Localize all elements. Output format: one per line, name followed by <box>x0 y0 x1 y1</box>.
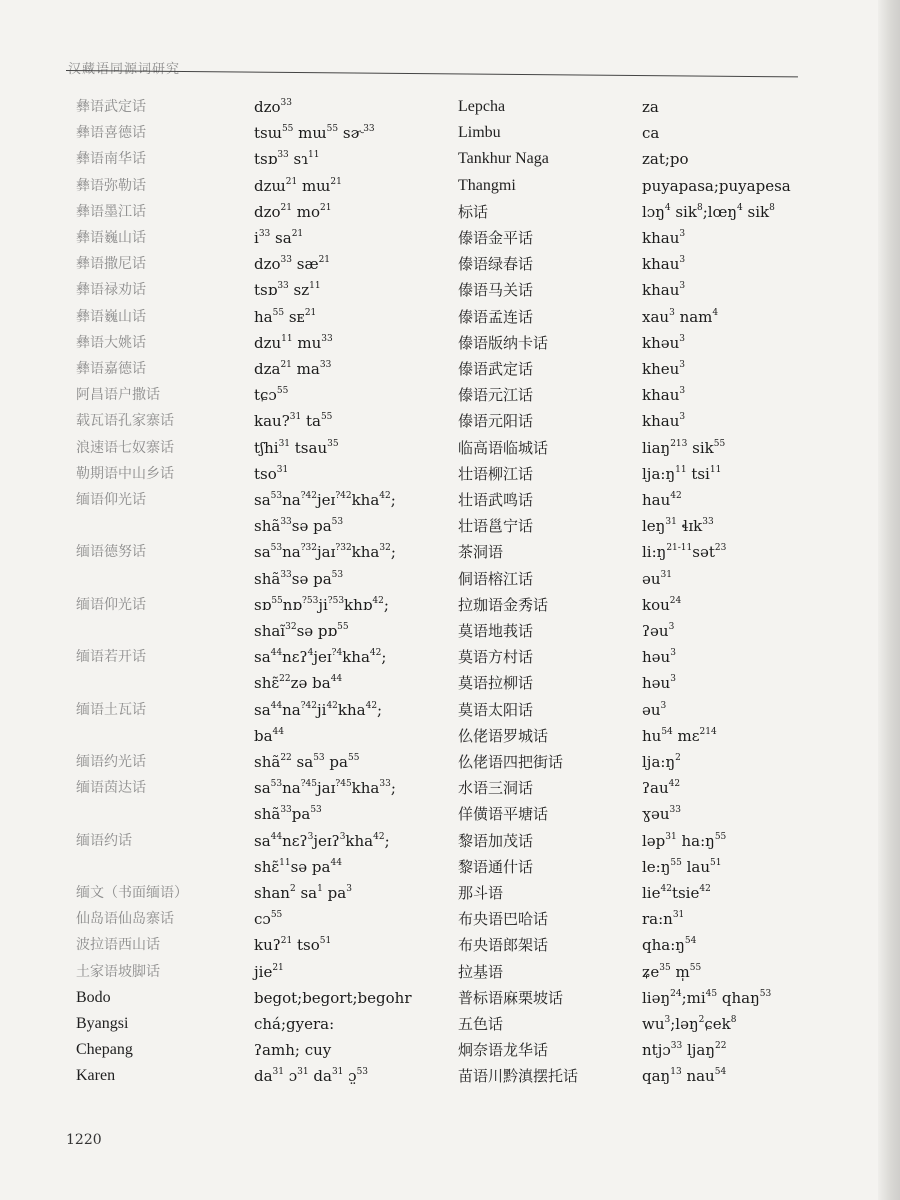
dialect-name-right: 仫佬语罗城话 <box>458 726 549 745</box>
table-row <box>0 568 820 594</box>
form: $sɒ^{55}nɒ^{?53}ji^{?53}khɒ^{42}$; <box>254 595 389 614</box>
table-row <box>0 1065 820 1091</box>
form-right: xau$^3$ nam$^4$ <box>642 307 719 326</box>
form-right: khau$^3$ <box>642 255 686 274</box>
form: dzo$^{21}$ $mo^{21}$ <box>254 202 332 221</box>
form-right: $lja:ŋ^{11}$ tsi$^{11}$ <box>642 464 722 483</box>
table-row <box>0 961 820 987</box>
dialect-name-right: Lepcha <box>458 98 506 115</box>
dialect-name: 缅语约光话 <box>76 754 146 770</box>
table-row <box>0 384 820 410</box>
form: chá;gyera: <box>254 1015 335 1033</box>
dialect-name-right: 布央语郎架话 <box>458 936 549 955</box>
form-right: khau$^3$ <box>642 281 686 300</box>
dialect-name: 缅语土瓦话 <box>76 701 146 718</box>
form: $ha^{55}$ sᴇ$^{21}$ <box>254 307 317 326</box>
table-row <box>0 515 820 541</box>
form: dzo$^{33}$ $sæ^{21}$ <box>254 255 331 274</box>
form-right: kheu$^3$ <box>642 360 686 378</box>
form-right: khau$^3$ <box>642 386 686 405</box>
dialect-name-right: 普标语麻栗坡话 <box>458 988 564 1007</box>
form-right: puyapasa;puyapesa <box>642 176 791 195</box>
dialect-name: 彝语撒尼话 <box>76 256 146 273</box>
table-row <box>0 201 820 227</box>
form: dza$^{21}$ $ma^{33}$ <box>254 360 332 378</box>
form-right: ca <box>642 124 660 143</box>
form: kau?$^{31}$ $ta^{55}$ <box>254 412 333 431</box>
dialect-name-right: 傣语绿春话 <box>458 255 534 274</box>
form-right: $liəŋ^{24};mi^{45}$ qhaŋ$^{53}$ <box>642 988 772 1007</box>
form-right: ʑe$^{35}$ m̩$^{55}$ <box>642 962 702 981</box>
dialect-name-right: 莫语太阳话 <box>458 700 534 719</box>
form: $sa^{53}na^{?32}jaɪ^{?32}kha^{32}$; <box>254 543 396 562</box>
form: $sa^{44}na^{?42}ji^{42}kha^{42}$; <box>254 700 383 719</box>
table-row <box>0 803 820 829</box>
dialect-name: 彝语大姚话 <box>76 334 146 351</box>
form: shã$^{33}$sə $pa^{53}$ <box>254 517 344 536</box>
dialect-name: 缅语约话 <box>76 832 132 849</box>
table-row <box>0 751 820 777</box>
dialect-name-right: 傣语武定话 <box>458 360 534 378</box>
running-header: 汉藏语同源词研究 <box>68 62 181 77</box>
form-right: qaŋ$^{13}$ nau$^{54}$ <box>642 1067 727 1086</box>
form-right: əu$^{31}$ <box>642 569 672 588</box>
dialect-name-right: 黎语加茂话 <box>458 831 534 850</box>
dialect-name-right: 五色话 <box>458 1015 504 1033</box>
dialect-name: 载瓦语孔家寨话 <box>76 413 174 430</box>
dialect-name-right: 傣语孟连话 <box>458 307 534 326</box>
form-right: khau$^3$ <box>642 412 686 431</box>
form-right: zat;po <box>642 150 689 169</box>
form: shã$^{22}$ $sa^{53}$ $pa^{55}$ <box>254 753 360 771</box>
table-row <box>0 96 820 122</box>
dialect-name-right: 侗语榕江话 <box>458 569 534 588</box>
dialect-name: 彝语喜德话 <box>76 125 146 142</box>
table-row <box>0 620 820 646</box>
form-right: hau$^{42}$ <box>642 491 682 509</box>
dialect-name: 彝语墨江话 <box>76 203 146 220</box>
table-row <box>0 358 820 384</box>
table-row <box>0 882 820 908</box>
dialect-name: Chepang <box>76 1041 133 1059</box>
dialect-name: 彝语巍山话 <box>76 230 146 246</box>
form: $i^{33}$ $sa^{21}$ <box>254 229 304 247</box>
dialect-name: 阿昌语户撒话 <box>76 387 160 404</box>
form: $sa^{53}na^{?42}jeɪ^{?42}kha^{42}$; <box>254 491 396 509</box>
form-right: $ra:n^{31}$ <box>642 910 685 929</box>
form-right: $li:ŋ^{21-11}sət^{23}$ <box>642 543 727 562</box>
form: cɔ$^{55}$ <box>254 910 283 929</box>
dialect-name-right: 壮语武鸣话 <box>458 491 534 509</box>
dialect-name: 勒期语中山乡话 <box>76 465 174 482</box>
dialect-name-right: 莫语方村话 <box>458 648 534 667</box>
form: tso$^{31}$ <box>254 464 289 483</box>
table-row <box>0 227 820 253</box>
dialect-name-right: 傣语版纳卡话 <box>458 333 549 352</box>
form: $sa^{53}na^{?45}jaɪ^{?45}kha^{33}$; <box>254 779 396 798</box>
table-row <box>0 489 820 515</box>
table-row <box>0 672 820 698</box>
form: $sa^{44}nɛʔ^3jeɪʔ^3kha^{42}$; <box>254 831 390 850</box>
dialect-name-right: 黎语通什话 <box>458 857 534 876</box>
table-row <box>0 306 820 332</box>
form-right: əu$^3$ <box>642 700 667 719</box>
form: dzo$^{33}$ <box>254 98 292 116</box>
form: $shã^{33}pa^{53}$ <box>254 805 322 824</box>
dialect-name-right: Thangmi <box>458 176 516 194</box>
book-spine-shadow <box>878 0 900 1200</box>
dialect-name-right: 傣语元阳话 <box>458 412 534 431</box>
form: shã$^{33}$sə $pa^{53}$ <box>254 569 344 588</box>
dialect-name-right: 傣语元江话 <box>458 386 534 405</box>
dialect-name-right: Limbu <box>458 124 501 142</box>
dialect-name-right: 壮语柳江话 <box>458 464 534 483</box>
table-row <box>0 987 820 1013</box>
form: jie$^{21}$ <box>254 962 284 981</box>
dialect-name-right: 莫语拉柳话 <box>458 674 534 693</box>
table-row <box>0 175 820 201</box>
dialect-name-right: 苗语川黔滇摆托话 <box>458 1067 579 1086</box>
dialect-name: 缅语若开话 <box>76 649 146 666</box>
form-right: ʔau$^{42}$ <box>642 779 681 798</box>
form-right: lie$^{42}$tsie$^{42}$ <box>642 884 711 902</box>
form-right: həu$^3$ <box>642 674 676 693</box>
form: tsɒ$^{33}$ sɿ$^{11}$ <box>254 150 320 169</box>
dialect-name: Byangsi <box>76 1015 129 1032</box>
form: $da^{31}$ ɔ$^{31}$ $da^{31}$ ɔ̤$^{53}$ <box>254 1067 369 1086</box>
dialect-name: 彝语弥勒话 <box>76 177 146 194</box>
form: shɛ̃$^{11}$sə $pa^{44}$ <box>254 857 342 876</box>
form-right: $qha:ŋ^{54}$ <box>642 936 697 955</box>
table-row <box>0 777 820 803</box>
table-row <box>0 437 820 463</box>
dialect-name-right: 傣语马关话 <box>458 281 534 300</box>
table-row <box>0 279 820 305</box>
form: ʔamh; cuy <box>254 1041 332 1060</box>
dialect-name: 仙岛语仙岛寨话 <box>76 911 174 928</box>
dialect-name-right: 标话 <box>458 202 489 221</box>
dialect-name-right: 布央语巴哈话 <box>458 910 549 929</box>
form-right: leŋ$^{31}$ ɬɪk$^{33}$ <box>642 517 714 536</box>
dialect-name-right: 那斗语 <box>458 884 504 902</box>
table-row <box>0 725 820 751</box>
form: tʃhi$^{31}$ tsau$^{35}$ <box>254 438 339 457</box>
table-row <box>0 332 820 358</box>
dialect-name: 缅语仰光话 <box>76 492 146 508</box>
dialect-name-right: 水语三洞话 <box>458 779 534 798</box>
form-right: ntjɔ$^{33}$ ljaŋ$^{22}$ <box>642 1041 727 1060</box>
dialect-name-right: 临高语临城话 <box>458 438 549 457</box>
dialect-name: 彝语南华话 <box>76 151 146 168</box>
dialect-name-right: 佯僙语平塘话 <box>458 805 549 824</box>
dialect-name: Bodo <box>76 988 111 1006</box>
table-row <box>0 934 820 960</box>
form-right: $lja:ŋ^2$ <box>642 753 681 771</box>
form-right: za <box>642 98 659 116</box>
dialect-name: 彝语武定话 <box>76 99 146 115</box>
dialect-name-right: 仫佬语四把街话 <box>458 753 564 771</box>
form-right: ləp$^{31}$ $ha:ŋ^{55}$ <box>642 831 727 850</box>
form: $sa^{44}nɛʔ^4jeɪ^{?4}kha^{42}$; <box>254 648 387 667</box>
table-row <box>0 148 820 174</box>
form: shan$^2$ $sa^1$ $pa^3$ <box>254 884 352 902</box>
table-row <box>0 856 820 882</box>
form: dzɯ$^{21}$ mɯ$^{21}$ <box>254 176 342 195</box>
form: begot;begort;begohr <box>254 988 412 1007</box>
table-row <box>0 594 820 620</box>
dialect-name-right: Tankhur Naga <box>458 150 549 168</box>
table-row <box>0 122 820 148</box>
table-row <box>0 646 820 672</box>
form: tsɯ$^{55}$ mɯ$^{55}$ sɚ$^{33}$ <box>254 124 375 143</box>
form: tɕɔ$^{55}$ <box>254 386 289 405</box>
form-right: lɔŋ$^4$ sik$^8$;lœŋ$^4$ sik$^8$ <box>642 202 775 221</box>
form: tsɒ$^{33}$ $sz^{11}$ <box>254 281 321 300</box>
dialect-name-right: 拉珈语金秀话 <box>458 595 549 614</box>
dialect-name: 彝语巍山话 <box>76 308 146 325</box>
dialect-name: 缅语德努话 <box>76 544 146 561</box>
page-number: 1220 <box>66 1132 102 1148</box>
form-right: ʔəu$^3$ <box>642 622 675 640</box>
form-right: khau$^3$ <box>642 229 686 247</box>
dialect-name-right: 炯奈语龙华话 <box>458 1041 549 1060</box>
form: shaĩ$^{32}$sə pɒ$^{55}$ <box>254 622 349 640</box>
form-right: ɣəu$^{33}$ <box>642 805 681 824</box>
dialect-name-right: 拉基语 <box>458 962 504 981</box>
dialect-name: 浪速语七奴寨话 <box>76 439 174 456</box>
table-row <box>0 541 820 567</box>
form: dzu$^{11}$ $mu^{33}$ <box>254 333 333 352</box>
table-row <box>0 830 820 856</box>
form: $ba^{44}$ <box>254 726 284 745</box>
dialect-name: 波拉语西山话 <box>76 937 160 954</box>
dialect-name: Karen <box>76 1067 116 1085</box>
form-right: khəu$^3$ <box>642 333 686 352</box>
dialect-name: 缅语仰光话 <box>76 596 146 613</box>
dialect-name: 土家语坡脚话 <box>76 963 160 980</box>
form-right: liaŋ$^{213}$ sik$^{55}$ <box>642 438 726 457</box>
dialect-name: 缅语茵达话 <box>76 780 146 797</box>
dialect-name: 缅文（书面缅语） <box>76 885 188 901</box>
dialect-name-right: 壮语邕宁话 <box>458 517 534 536</box>
form: kuʔ$^{21}$ tso$^{51}$ <box>254 936 332 955</box>
table-row <box>0 699 820 725</box>
dialect-name: 彝语禄劝话 <box>76 282 146 299</box>
table-row <box>0 908 820 934</box>
form-right: $le:ŋ^{55}$ lau$^{51}$ <box>642 857 722 876</box>
dialect-name: 彝语嘉德话 <box>76 361 146 377</box>
dialect-name-right: 傣语金平话 <box>458 229 534 247</box>
form-right: $wu^3;ləŋ^2ɕek^8$ <box>642 1015 737 1033</box>
table-row <box>0 253 820 279</box>
form-right: $hu^{54}$ mɛ$^{214}$ <box>642 726 717 745</box>
table-row <box>0 410 820 436</box>
form: shɛ̃$^{22}$zə $ba^{44}$ <box>254 674 343 693</box>
dialect-name-right: 茶洞语 <box>458 543 504 562</box>
form-right: kou$^{24}$ <box>642 595 682 614</box>
dialect-name-right: 莫语地莪话 <box>458 622 534 640</box>
table-row <box>0 463 820 489</box>
table-row <box>0 1039 820 1065</box>
table-row <box>0 1013 820 1039</box>
form-right: həu$^3$ <box>642 648 676 667</box>
